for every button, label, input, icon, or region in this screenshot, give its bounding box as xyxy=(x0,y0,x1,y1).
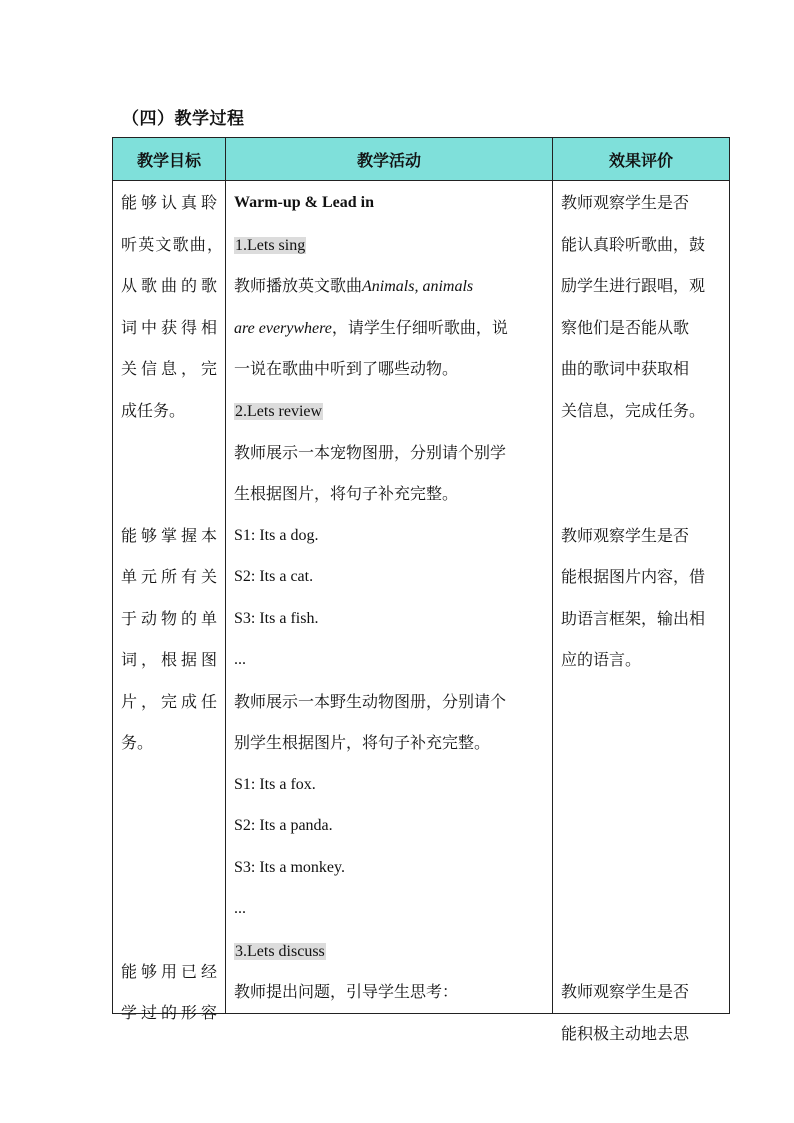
evaluation-line: 教师观察学生是否 xyxy=(561,982,690,1001)
ellipsis: ... xyxy=(234,900,246,917)
goal-line: 单元所有关 xyxy=(121,567,217,586)
activity-line: 一说在歌曲中听到了哪些动物。 xyxy=(234,359,459,378)
example-sentence: S1: Its a fox. xyxy=(234,776,316,793)
goal-line: 学过的形容 xyxy=(121,1003,217,1022)
header-activities: 教学活动 xyxy=(226,138,553,181)
evaluation-line: 教师观察学生是否 xyxy=(561,193,690,212)
activity-line: are everywhere，请学生仔细听歌曲，说 xyxy=(234,318,508,337)
activity-line: 教师播放英文歌曲Animals, animals xyxy=(234,276,474,295)
ellipsis: ... xyxy=(234,651,246,668)
goal-line: 务。 xyxy=(121,733,154,752)
teaching-process-table xyxy=(112,137,730,1043)
evaluation-line: 察他们是否能从歌 xyxy=(561,318,690,337)
song-title-part1: Animals, animals xyxy=(362,278,474,295)
goal-line: 词中获得相 xyxy=(121,318,217,337)
example-sentence: S2: Its a cat. xyxy=(234,568,314,585)
evaluation-line: 能认真聆听歌曲，鼓 xyxy=(561,235,706,254)
evaluation-line: 应的语言。 xyxy=(561,650,642,669)
section-title: （四）教学过程 xyxy=(122,109,245,129)
evaluation-line: 教师观察学生是否 xyxy=(561,526,690,545)
goal-line: 从歌曲的歌 xyxy=(121,276,217,295)
activity-line: 教师展示一本宠物图册，分别请个别学 xyxy=(234,443,507,462)
goal-line: 片，完成任 xyxy=(121,692,217,711)
activity-line: 别学生根据图片，将句子补充完整。 xyxy=(234,733,491,752)
header-evaluation: 效果评价 xyxy=(553,138,730,181)
evaluation-line: 关信息，完成任务。 xyxy=(561,401,706,420)
evaluation-line: 助语言框架，输出相 xyxy=(561,609,706,628)
table-row xyxy=(113,181,730,1014)
header-goals: 教学目标 xyxy=(113,138,226,181)
step-lets-review: 2.Lets review xyxy=(235,403,323,420)
step-lets-discuss: 3.Lets discuss xyxy=(235,943,325,960)
evaluation-line: 能积极主动地去思 xyxy=(561,1024,690,1043)
goal-line: 成任务。 xyxy=(121,401,186,420)
evaluation-line: 曲的歌词中获取相 xyxy=(561,359,690,378)
evaluation-line: 励学生进行跟唱，观 xyxy=(561,276,706,295)
goal-line: 关信息，完 xyxy=(121,359,217,378)
evaluation-line: 能根据图片内容，借 xyxy=(561,567,706,586)
example-sentence: S1: Its a dog. xyxy=(234,527,319,544)
step-lets-sing: 1.Lets sing xyxy=(235,237,306,254)
activity-line: 教师提出问题，引导学生思考： xyxy=(234,982,459,1001)
example-sentence: S3: Its a fish. xyxy=(234,610,319,627)
activity-line: 教师展示一本野生动物图册，分别请个 xyxy=(234,692,507,711)
activity-line: 生根据图片，将句子补充完整。 xyxy=(234,484,459,503)
table-header-row xyxy=(113,138,730,181)
song-title-part2: are everywhere xyxy=(234,320,332,337)
goal-line: 能够掌握本 xyxy=(121,526,217,545)
goal-line: 于动物的单 xyxy=(121,609,217,628)
example-sentence: S2: Its a panda. xyxy=(234,817,333,834)
activities-cell xyxy=(226,181,553,1014)
goal-line: 能够用已经 xyxy=(121,962,217,981)
example-sentence: S3: Its a monkey. xyxy=(234,859,345,876)
activity-heading: Warm-up & Lead in xyxy=(234,194,375,211)
goal-line: 听英文歌曲， xyxy=(121,235,223,254)
goals-cell xyxy=(113,181,226,1022)
goal-line: 能够认真聆 xyxy=(121,193,217,212)
evaluation-cell xyxy=(553,181,730,1043)
goal-line: 词，根据图 xyxy=(121,650,217,669)
